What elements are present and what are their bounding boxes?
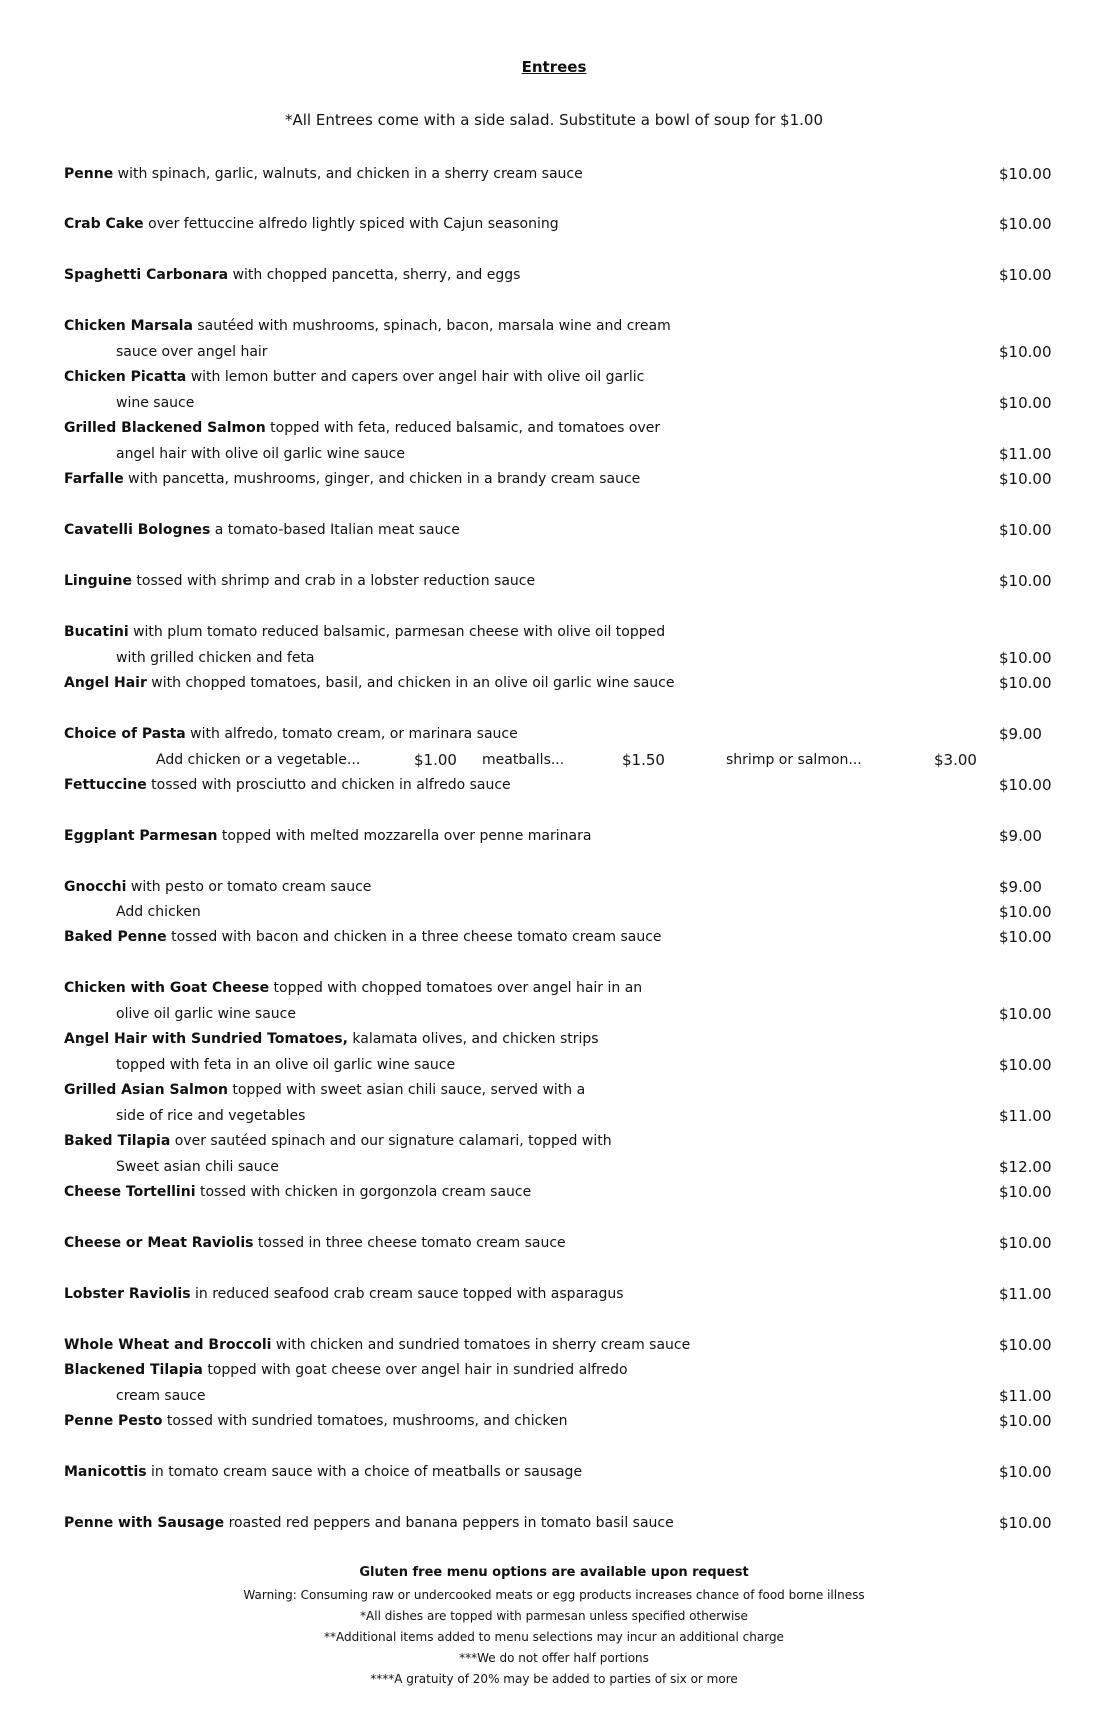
item-name: Gnocchi [64, 879, 127, 895]
item-desc: topped with feta, reduced balsamic, and tomatoes over [265, 420, 661, 436]
addon-chicken-vegetable: Add chicken or a vegetable... [156, 752, 361, 768]
item-name: Cheese or Meat Raviolis [64, 1235, 254, 1251]
addon-shrimp-salmon: shrimp or salmon... [726, 752, 862, 768]
item-price: $9.00 [999, 878, 1042, 896]
menu-item-penne-pesto [64, 1410, 1064, 1432]
item-name: Penne [64, 166, 114, 182]
item-desc: with pesto or tomato cream sauce [126, 879, 372, 895]
item-price: $11.00 [999, 1107, 1052, 1125]
item-price: $10.00 [999, 649, 1052, 667]
item-price: $10.00 [999, 674, 1052, 692]
item-desc-continued: side of rice and vegetables [116, 1108, 306, 1124]
item-desc: sautéed with mushrooms, spinach, bacon, marsala wine and cream [192, 318, 671, 334]
additional-charge-note: **Additional items added to menu selections may incur an additional charge [324, 1630, 784, 1644]
item-desc: over sautéed spinach and our signature calamari, topped with [170, 1133, 612, 1149]
addon-chicken: Add chicken [116, 904, 201, 920]
item-price: $10.00 [999, 343, 1052, 361]
item-desc: with chopped tomatoes, basil, and chicken in an olive oil garlic wine sauce [146, 675, 675, 691]
item-name: Angel Hair with Sundried Tomatoes, [64, 1031, 348, 1047]
menu-item-carbonara [64, 264, 1064, 286]
item-name: Eggplant Parmesan [64, 828, 218, 844]
item-price: $10.00 [999, 1412, 1052, 1430]
menu-title: Entrees [521, 58, 587, 76]
gratuity-note: ****A gratuity of 20% may be added to parties of six or more [370, 1672, 738, 1686]
half-portions-note: ***We do not offer half portions [459, 1651, 649, 1665]
item-name: Baked Tilapia [64, 1133, 171, 1149]
menu-item-eggplant-parmesan [64, 825, 1064, 847]
item-desc: topped with chopped tomatoes over angel hair in an [269, 980, 643, 996]
item-name: Grilled Blackened Salmon [64, 420, 266, 436]
pasta-addons [0, 749, 1108, 771]
item-price: $10.00 [999, 1056, 1052, 1074]
menu-item-gnocchi [64, 876, 1064, 898]
item-name: Blackened Tilapia [64, 1362, 203, 1378]
item-name: Whole Wheat and Broccoli [64, 1337, 272, 1353]
addon-price: $1.50 [622, 751, 665, 769]
item-desc: a tomato-based Italian meat sauce [210, 522, 460, 538]
menu-item-crab-cake [64, 213, 1064, 235]
item-name: Penne Pesto [64, 1413, 163, 1429]
item-desc-continued: topped with feta in an olive oil garlic wine sauce [116, 1057, 456, 1073]
gluten-free-note: Gluten free menu options are available upon request [359, 1565, 749, 1580]
item-desc-continued: wine sauce [116, 395, 195, 411]
item-desc-continued: cream sauce [116, 1388, 206, 1404]
menu-item-chicken-marsala [64, 315, 1064, 337]
item-desc: with chopped pancetta, sherry, and eggs [228, 267, 521, 283]
item-price: $10.00 [999, 1183, 1052, 1201]
item-price: $10.00 [999, 394, 1052, 412]
item-desc-continued: sauce over angel hair [116, 344, 268, 360]
menu-item-choice-of-pasta [64, 723, 1064, 745]
menu-item-blackened-salmon [64, 417, 1064, 439]
menu-item-farfalle [64, 468, 1064, 490]
item-price: $11.00 [999, 1387, 1052, 1405]
item-price: $12.00 [999, 1158, 1052, 1176]
item-price: $9.00 [999, 725, 1042, 743]
item-name: Crab Cake [64, 216, 144, 232]
menu-item-raviolis [64, 1232, 1064, 1254]
item-price: $10.00 [999, 572, 1052, 590]
item-desc-continued: angel hair with olive oil garlic wine sauce [116, 446, 405, 462]
item-desc-continued: Sweet asian chili sauce [116, 1159, 279, 1175]
item-desc-continued: olive oil garlic wine sauce [116, 1006, 296, 1022]
item-desc: with pancetta, mushrooms, ginger, and chicken in a brandy cream sauce [123, 471, 641, 487]
menu-item-bucatini [64, 621, 1064, 643]
item-name: Chicken with Goat Cheese [64, 980, 270, 996]
menu-item-penne-sausage [64, 1512, 1064, 1534]
menu-item-angel-hair-sundried [64, 1028, 1064, 1050]
menu-item-chicken-picatta [64, 366, 1064, 388]
item-price: $10.00 [999, 470, 1052, 488]
item-name: Manicottis [64, 1464, 147, 1480]
menu-item-whole-wheat-broccoli [64, 1334, 1064, 1356]
menu-item-blackened-tilapia [64, 1359, 1064, 1381]
item-desc: with spinach, garlic, walnuts, and chicken in a sherry cream sauce [113, 166, 583, 182]
item-name: Choice of Pasta [64, 726, 186, 742]
menu-item-fettuccine [64, 774, 1064, 796]
item-price: $11.00 [999, 445, 1052, 463]
parmesan-note: *All dishes are topped with parmesan unless specified otherwise [360, 1609, 748, 1623]
item-price: $10.00 [999, 1005, 1052, 1023]
item-name: Grilled Asian Salmon [64, 1082, 228, 1098]
item-price: $10.00 [999, 165, 1052, 183]
item-price: $10.00 [999, 215, 1052, 233]
item-desc: tossed with sundried tomatoes, mushrooms, and chicken [162, 1413, 568, 1429]
menu-item-baked-penne [64, 926, 1064, 948]
item-price: $10.00 [999, 776, 1052, 794]
menu-item-cheese-tortellini [64, 1181, 1064, 1203]
item-desc-continued: with grilled chicken and feta [116, 650, 315, 666]
item-desc: topped with goat cheese over angel hair in sundried alfredo [202, 1362, 628, 1378]
item-name: Chicken Picatta [64, 369, 187, 385]
raw-food-warning: Warning: Consuming raw or undercooked meats or egg products increases chance of food borne illness [243, 1588, 865, 1602]
item-desc: tossed in three cheese tomato cream sauce [253, 1235, 566, 1251]
item-price: $10.00 [999, 1234, 1052, 1252]
item-name: Farfalle [64, 471, 124, 487]
item-name: Bucatini [64, 624, 129, 640]
menu-item-cavatelli [64, 519, 1064, 541]
addon-price: $1.00 [414, 751, 457, 769]
item-name: Fettuccine [64, 777, 147, 793]
item-price: $10.00 [999, 266, 1052, 284]
item-desc: tossed with prosciutto and chicken in alfredo sauce [146, 777, 511, 793]
item-name: Baked Penne [64, 929, 167, 945]
item-name: Lobster Raviolis [64, 1286, 191, 1302]
menu-item-asian-salmon [64, 1079, 1064, 1101]
item-price: $10.00 [999, 928, 1052, 946]
item-name: Angel Hair [64, 675, 147, 691]
item-desc: topped with sweet asian chili sauce, served with a [227, 1082, 586, 1098]
item-name: Linguine [64, 573, 132, 589]
addon-price: $3.00 [934, 751, 977, 769]
item-desc: with chicken and sundried tomatoes in sherry cream sauce [271, 1337, 691, 1353]
item-price: $10.00 [999, 521, 1052, 539]
item-desc: tossed with shrimp and crab in a lobster reduction sauce [131, 573, 536, 589]
item-desc: roasted red peppers and banana peppers in tomato basil sauce [224, 1515, 674, 1531]
item-name: Spaghetti Carbonara [64, 267, 229, 283]
menu-item-goat-cheese-chicken [64, 977, 1064, 999]
item-price: $9.00 [999, 827, 1042, 845]
menu-item-linguine [64, 570, 1064, 592]
item-name: Cheese Tortellini [64, 1184, 196, 1200]
addon-meatballs: meatballs... [482, 752, 565, 768]
menu-item-lobster-raviolis [64, 1283, 1064, 1305]
item-name: Chicken Marsala [64, 318, 193, 334]
item-name: Cavatelli Bolognes [64, 522, 211, 538]
item-desc: in reduced seafood crab cream sauce topped with asparagus [190, 1286, 624, 1302]
menu-item-penne [64, 163, 1064, 185]
item-desc: tossed with chicken in gorgonzola cream sauce [195, 1184, 532, 1200]
item-price: $10.00 [999, 1514, 1052, 1532]
side-salad-note: *All Entrees come with a side salad. Substitute a bowl of soup for $1.00 [284, 111, 823, 129]
item-desc: over fettuccine alfredo lightly spiced with Cajun seasoning [143, 216, 559, 232]
item-desc: tossed with bacon and chicken in a three cheese tomato cream sauce [166, 929, 662, 945]
item-desc: with plum tomato reduced balsamic, parmesan cheese with olive oil topped [128, 624, 666, 640]
item-price: $10.00 [999, 1463, 1052, 1481]
menu-item-manicottis [64, 1461, 1064, 1483]
item-desc: in tomato cream sauce with a choice of meatballs or sausage [146, 1464, 583, 1480]
item-desc: kalamata olives, and chicken strips [347, 1031, 599, 1047]
menu-item-angel-hair [64, 672, 1064, 694]
item-price: $10.00 [999, 1336, 1052, 1354]
addon-price: $10.00 [999, 903, 1052, 921]
item-desc: topped with melted mozzarella over penne marinara [217, 828, 592, 844]
item-desc: with lemon butter and capers over angel hair with olive oil garlic [186, 369, 645, 385]
menu-item-baked-tilapia [64, 1130, 1064, 1152]
item-name: Penne with Sausage [64, 1515, 225, 1531]
item-desc: with alfredo, tomato cream, or marinara sauce [185, 726, 518, 742]
item-price: $11.00 [999, 1285, 1052, 1303]
